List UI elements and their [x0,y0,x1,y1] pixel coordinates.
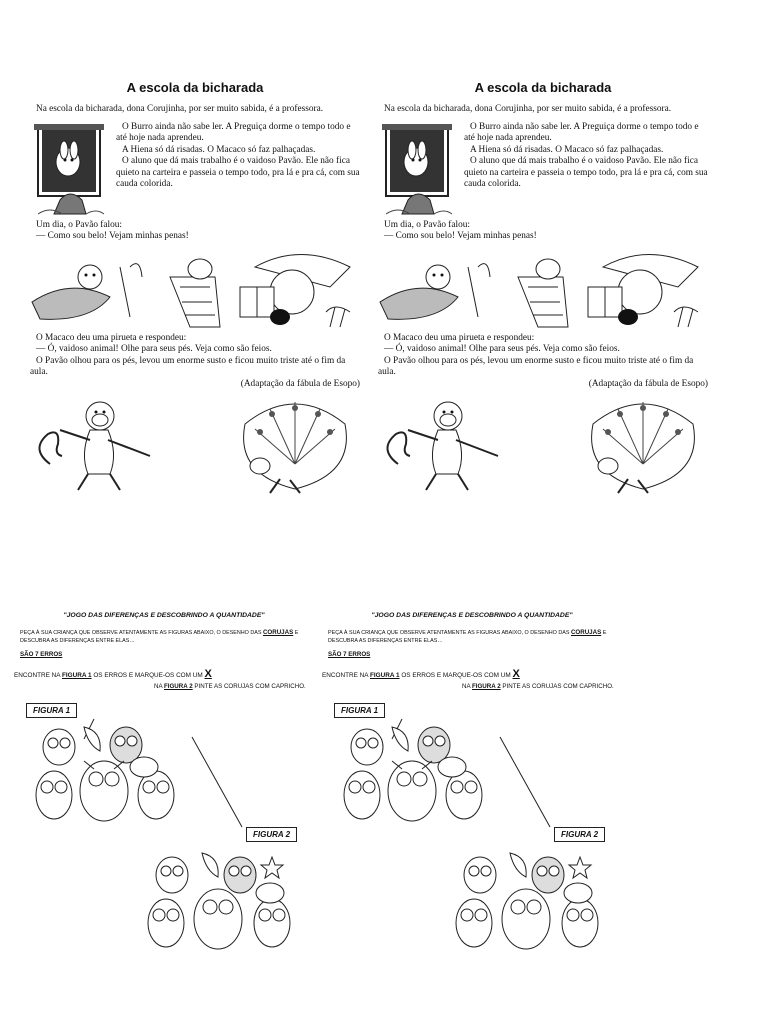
story-paragraph-6: O Macaco deu uma pirueta e respondeu: [36,332,187,343]
story-intro: Na escola da bicharada, dona Corujinha, por ser muito sabida, é a professora. [384,104,672,114]
owls-figures [14,717,314,967]
find-figure: FIGURA 1 [61,672,92,679]
owl-group-figure-1 [36,727,174,821]
story-paragraph-5: — Como sou belo! Vejam minhas penas! [384,231,537,241]
x-mark: X [512,668,520,680]
monkey-illustration [30,394,160,494]
monkey-illustration [378,394,508,494]
story-paragraph-6: O Macaco deu uma pirueta e respondeu: [384,332,535,343]
story-paragraph-4: Um dia, o Pavão falou: [384,219,470,230]
story-paragraph-8: O Pavão olhou para os pés, levou um enorme susto e ficou muito triste até o fim da aula. [30,355,346,377]
story-paragraph-7: — Ó, vaidoso animal! Olhe para seus pés. Veja como são feios. [384,344,620,354]
game-instruction-keyword: CORUJAS [262,629,294,636]
story-paragraph-4: Um dia, o Pavão falou: [36,219,122,230]
paint-text: NA [154,683,163,690]
find-text: ENCONTRE NA [14,672,61,679]
game-instruction [20,629,300,645]
figure-2-label: FIGURA 2 [246,827,297,842]
find-text-end: OS ERROS E MARQUE-OS COM UM [93,672,203,679]
story-paragraph-1: O Burro ainda não sabe ler. A Preguiça dorme o tempo todo e até hoje nada aprendeu. [464,121,699,143]
story-panel-right [378,70,708,494]
story-paragraph-3: O aluno que dá mais trabalho é o vaidoso Pavão. Ele não fica quieto na carteira e passeia o tempo todo, pra lá e pra cá, com sua cauda colorida. [116,156,360,189]
find-text: ENCONTRE NA [322,672,369,679]
game-instruction-text-end: E DESCUBRA AS DIFERENÇAS ENTRE ELAS… [20,630,299,644]
story-paragraph-3: O aluno que dá mais trabalho é o vaidoso Pavão. Ele não fica quieto na carteira e passeia o tempo todo, pra lá e pra cá, com sua cauda colorida. [464,156,708,189]
game-find-instruction [14,668,314,680]
story-paragraph-2: A Hiena só dá risadas. O Macaco só faz palhaçadas. [470,144,664,155]
story-paragraph-5: — Como sou belo! Vejam minhas penas! [36,231,189,241]
x-mark: X [204,668,212,680]
find-figure: FIGURA 1 [369,672,400,679]
game-title: "JOGO DAS DIFERENÇAS E DESCOBRINDO A QUANTIDADE" [63,612,265,619]
figure-1-label: FIGURA 1 [334,703,385,718]
game-instruction [328,629,608,645]
owl-group-figure-2 [456,853,598,949]
paint-text: NA [462,683,471,690]
owl-group-figure-1 [344,727,482,821]
animals-scene-illustration [378,247,708,329]
game-error-count: SÃO 7 ERROS [20,651,63,658]
story-paragraph-1: O Burro ainda não sabe ler. A Preguiça dorme o tempo todo e até hoje nada aprendeu. [116,121,351,143]
game-paint-instruction [462,683,622,690]
game-instruction-keyword: CORUJAS [570,629,602,636]
story-title: A escola da bicharada [126,80,264,95]
story-paragraph-2: A Hiena só dá risadas. O Macaco só faz palhaçadas. [122,144,316,155]
game-instruction-text-end: E DESCUBRA AS DIFERENÇAS ENTRE ELAS… [328,630,607,644]
paint-figure: FIGURA 2 [164,683,193,690]
story-source: (Adaptação da fábula de Esopo) [588,378,708,389]
game-error-count: SÃO 7 ERROS [328,651,371,658]
owls-figures [322,717,622,967]
paint-figure: FIGURA 2 [472,683,501,690]
story-paragraph-7: — Ó, vaidoso animal! Olhe para seus pés. Veja como são feios. [36,344,272,354]
donkey-window-illustration [378,122,458,220]
game-title: "JOGO DAS DIFERENÇAS E DESCOBRINDO A QUANTIDADE" [371,612,573,619]
owl-game-panel-left [14,607,314,839]
find-text-end: OS ERROS E MARQUE-OS COM UM [401,672,511,679]
owl-game-panel-right [322,607,622,839]
game-paint-instruction [154,683,314,690]
story-source: (Adaptação da fábula de Esopo) [240,378,360,389]
figure-1-label: FIGURA 1 [26,703,77,718]
story-title: A escola da bicharada [474,80,612,95]
paint-text-end: PINTE AS CORUJAS COM CAPRICHO. [194,683,306,690]
paint-text-end: PINTE AS CORUJAS COM CAPRICHO. [502,683,614,690]
story-paragraph-8: O Pavão olhou para os pés, levou um enorme susto e ficou muito triste até o fim da aula. [378,355,694,377]
story-intro: Na escola da bicharada, dona Corujinha, por ser muito sabida, é a professora. [36,104,324,114]
animals-scene-illustration [30,247,360,329]
peacock-illustration [578,394,708,494]
figure-2-label: FIGURA 2 [554,827,605,842]
donkey-window-illustration [30,122,110,220]
peacock-illustration [230,394,360,494]
story-panel-left [30,70,360,494]
game-find-instruction [322,668,622,680]
game-instruction-text: PEÇA À SUA CRIANÇA QUE OBSERVE ATENTAMENTE AS FIGURAS ABAIXO, O DESENHO DAS [328,630,570,636]
owl-group-figure-2 [148,853,290,949]
game-instruction-text: PEÇA À SUA CRIANÇA QUE OBSERVE ATENTAMENTE AS FIGURAS ABAIXO, O DESENHO DAS [20,630,262,636]
